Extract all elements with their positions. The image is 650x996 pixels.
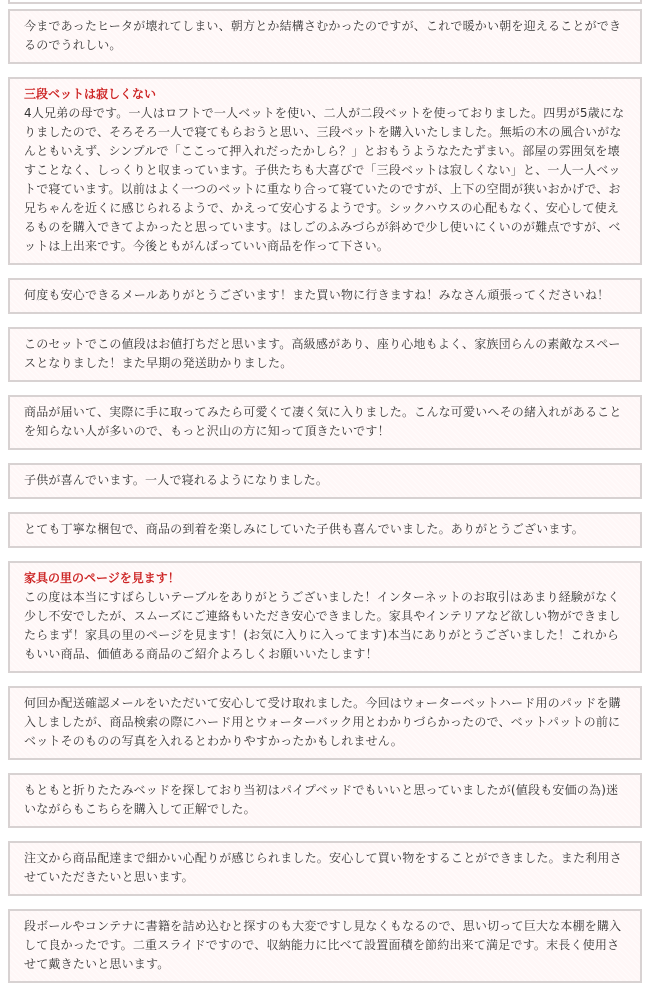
review-list (8, 9, 642, 996)
review-card (8, 77, 642, 265)
review-title: 家具の里のページを見ます！ (24, 571, 180, 585)
review-card (8, 773, 642, 828)
review-body: 段ボールやコンテナに書籍を詰め込むと探すのも大変ですし見なくもなるので、思い切って巨大な本棚を購入して良かったです。二重スライドですので、収納能力に比べて設置面積を節約出来て満足です。末長く使用させて戴きたいと思います。 (24, 919, 622, 971)
review-card (8, 9, 642, 64)
review-body: 今まであったヒータが壊れてしまい、朝方とか結構さむかったのですが、これで暖かい朝を迎えることができるのでうれしい。 (24, 19, 622, 52)
review-card (8, 561, 642, 673)
review-card (8, 327, 642, 382)
previous-review-edge (8, 0, 642, 4)
review-body: 何度も安心できるメールありがとうございます！また買い物に行きますね！みなさん頑張ってくださいね！ (24, 288, 610, 302)
review-body: とても丁寧な梱包で、商品の到着を楽しみにしていた子供も喜んでいました。ありがとうございます。 (24, 522, 585, 536)
review-body: 4人兄弟の母です。一人はロフトで一人ベットを使い、二人が二段ベットを使っておりました。四男が5歳になりましたので、そろそろ一人で寝てもらおうと思い、三段ベットを購入いたしました。無垢の木の風合いがなんともいえず、シンプルで「ここって押入れだったかしら？」とおもうようなたたずまい。部屋の雰囲気を壊すことなく、しっくりと収まっています。子供たちも大喜びで「三段ベットは寂しくない」と、一人一人ベットで寝ています。以前はよく一つのベットに重なり合って寝ていたのですが、上下の空間が狭いおかげで、お兄ちゃんを近くに感じられるようで、かえって安心するようです。シックハウスの心配もなく、安心して使えるものを購入できてよかったと思っています。はしごのふみづらが斜めで少し使いにくいのが難点ですが、ベットは上出来です。今後ともがんばっていい商品を作って下さい。 (24, 106, 625, 253)
review-body: 何回か配送確認メールをいただいて安心して受け取れました。今回はウォーターベットハード用のパッドを購入しましたが、商品検索の際にハード用とウォーターバック用とわかりづらかったので、ベットパットの前にベットそのものの写真を入れるとわかりやすかったかもしれません。 (24, 696, 621, 748)
review-card (8, 841, 642, 896)
review-body: もともと折りたたみベッドを探しており当初はパイプベッドでもいいと思っていましたが(値段も安価の為)迷いながらもこちらを購入して正解でした。 (24, 783, 619, 816)
review-body: 商品が届いて、実際に手に取ってみたら可愛くて凄く気に入りました。こんな可愛いへその緒入れがあることを知らない人が多いので、もっと沢山の方に知って頂きたいです！ (24, 405, 622, 438)
review-title: 三段ベットは寂しくない (24, 87, 157, 101)
review-card (8, 909, 642, 983)
review-body: この度は本当にすばらしいテーブルをありがとうございました！インターネットのお取引はあまり経験がなく少し不安でしたが、スムーズにご連絡もいただき安心できました。家具やインテリアなど欲しい物ができましたらまず！家具の里のページを見ます！(お気に入りに入ってます)本当にありがとうございました！これからもいい商品、価値ある商品のご紹介よろしくお願いいたします！ (24, 590, 621, 661)
review-card (8, 512, 642, 548)
review-body: 注文から商品配達まで細かい心配りが感じられました。安心して買い物をすることができました。また利用させていただきたいと思います。 (24, 851, 622, 884)
review-card (8, 463, 642, 499)
review-card (8, 278, 642, 314)
review-card (8, 395, 642, 450)
review-body: このセットでこの値段はお値打ちだと思います。高級感があり、座り心地もよく、家族団らんの素敵なスペースとなりました！また早期の発送助かりました。 (24, 337, 621, 370)
review-card (8, 686, 642, 760)
review-body: 子供が喜んでいます。一人で寝れるようになりました。 (24, 473, 329, 487)
